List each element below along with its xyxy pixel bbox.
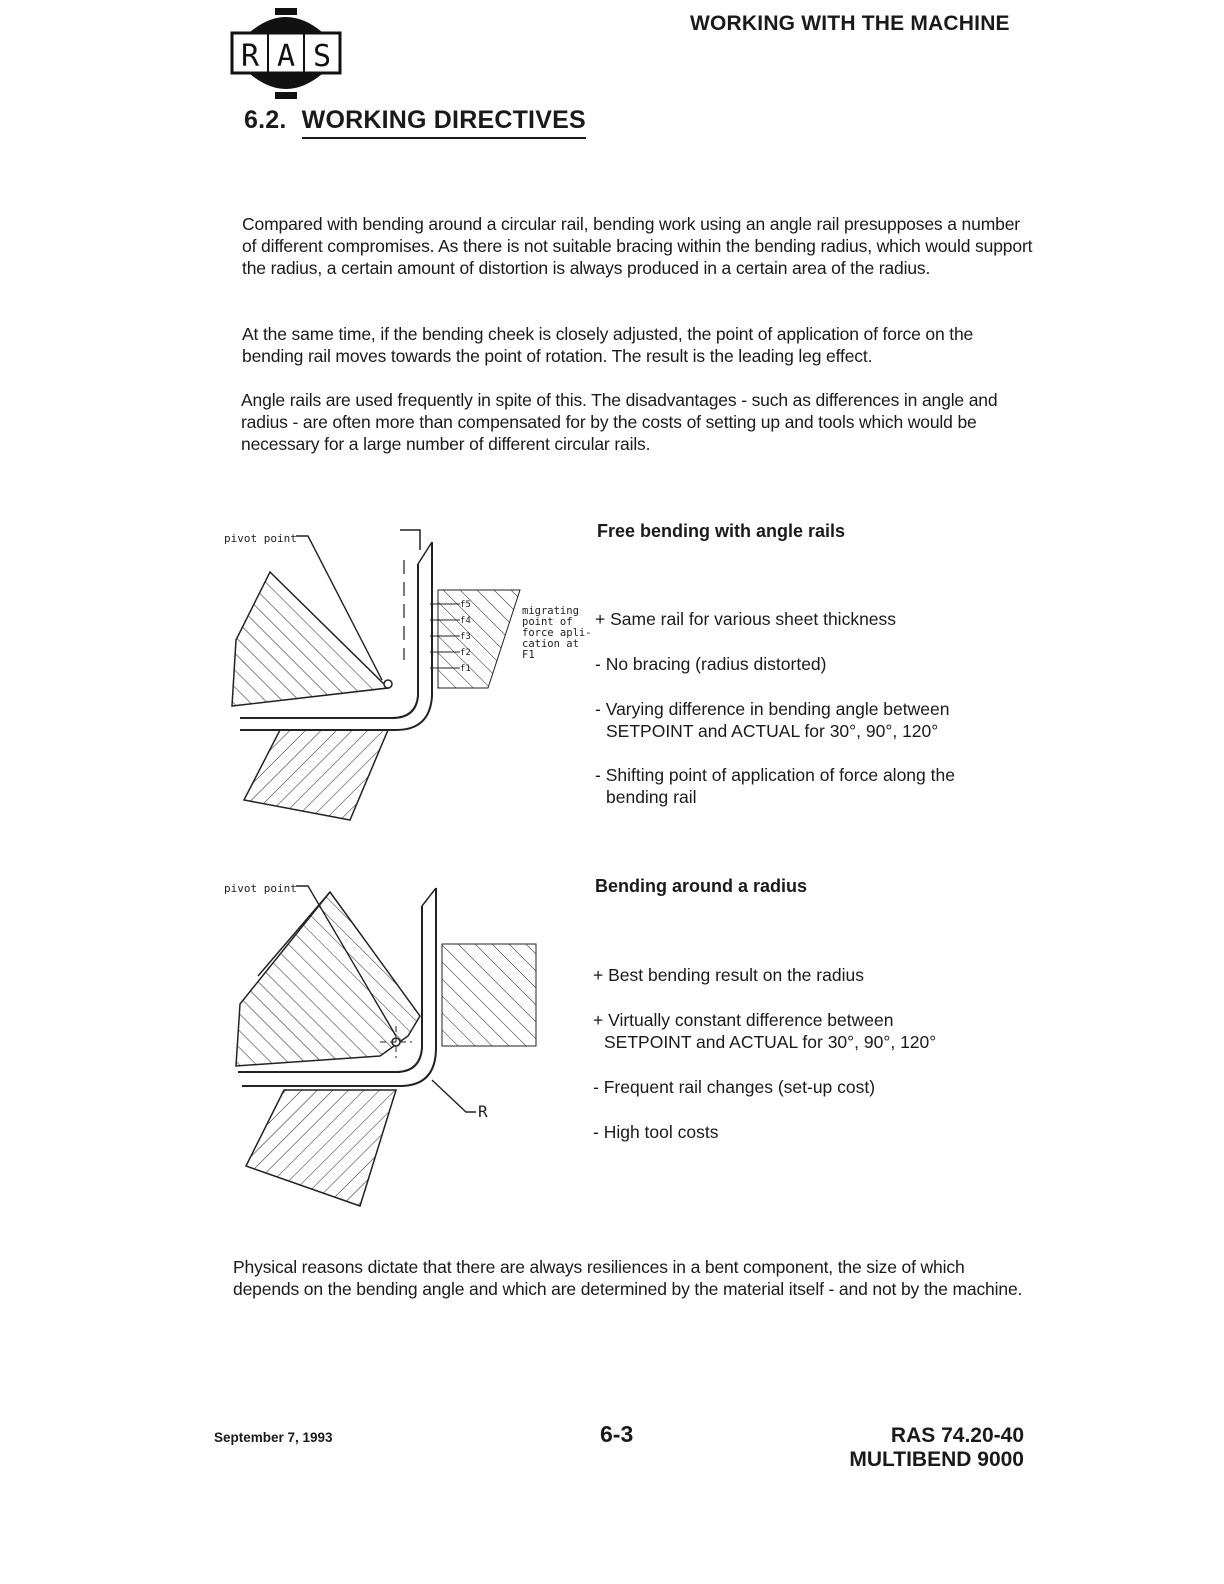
footer-document-id	[820, 1424, 1024, 1472]
list-item: - No bracing (radius distorted)	[595, 654, 827, 674]
figure-radius-rail-diagram	[220, 876, 580, 1211]
doc-code: RAS 74.20-40	[890, 1424, 1024, 1447]
list-item-continuation: bending rail	[606, 787, 697, 807]
list-item: - High tool costs	[593, 1122, 719, 1142]
figure1-heading: Free bending with angle rails	[597, 521, 846, 541]
migrating-label-line-1: migrating	[522, 605, 579, 617]
footer-date: September 7, 1993	[214, 1430, 333, 1445]
logo-letter-s: S	[312, 39, 332, 74]
figure-angle-rail-diagram	[220, 520, 592, 835]
list-item-continuation: SETPOINT and ACTUAL for 30°, 90°, 120°	[604, 1032, 937, 1052]
migrating-label-line-2: point of	[522, 616, 573, 628]
list-item: - Shifting point of application of force along the	[595, 765, 955, 785]
force-label-f5: f5	[460, 600, 471, 610]
logo-letter-r: R	[240, 39, 260, 74]
list-item: - Frequent rail changes (set-up cost)	[593, 1077, 876, 1097]
pivot-point-label-2: pivot point	[224, 882, 297, 895]
migrating-label-line-5: F1	[522, 649, 535, 661]
force-label-f2: f2	[460, 648, 471, 658]
logo-letter-a: A	[276, 39, 296, 74]
force-label-f1: f1	[460, 664, 471, 674]
ras-logo	[228, 6, 344, 102]
paragraph-3: Angle rails are used frequently in spite of this. The disadvantages - such as differences in angle and radius - are often more than compensated for by the costs of setting up and tools which would be necessary for a large number of different circular rails.	[241, 390, 998, 454]
list-item: + Same rail for various sheet thickness	[595, 609, 897, 629]
force-label-f4: f4	[460, 616, 471, 626]
section-title	[244, 106, 586, 135]
page-number: 6-3	[600, 1421, 634, 1447]
paragraph-2: At the same time, if the bending cheek is closely adjusted, the point of application of force on the bending rail moves towards the point of rotation. The result is the leading leg effect.	[242, 324, 974, 366]
section-number: 6.2.	[244, 106, 287, 134]
list-item: - Varying difference in bending angle between	[595, 699, 950, 719]
radius-label: R	[478, 1102, 488, 1121]
header-title: WORKING WITH THE MACHINE	[690, 12, 1010, 35]
list-item: + Virtually constant difference between	[593, 1010, 894, 1030]
list-item: + Best bending result on the radius	[593, 965, 864, 985]
figure2-heading: Bending around a radius	[595, 876, 808, 896]
force-label-f3: f3	[460, 632, 471, 642]
migrating-label-line-4: cation at	[522, 638, 579, 650]
closing-paragraph: Physical reasons dictate that there are always resiliences in a bent component, the size of which depends on the bending angle and which are determined by the material itself - and not by the machine.	[233, 1257, 1023, 1299]
pivot-point-label-1: pivot point	[224, 532, 297, 545]
list-item-continuation: SETPOINT and ACTUAL for 30°, 90°, 120°	[606, 721, 939, 741]
product-name: MULTIBEND 9000	[849, 1448, 1024, 1471]
migrating-label-line-3: force apli-	[522, 627, 592, 639]
section-heading: WORKING DIRECTIVES	[302, 106, 586, 139]
paragraph-1: Compared with bending around a circular rail, bending work using an angle rail presupposes a number of different compromises. As there is not suitable bracing within the bending radius, which would support the radius, a certain amount of distortion is always produced in a certain area of the radius.	[242, 214, 1033, 278]
